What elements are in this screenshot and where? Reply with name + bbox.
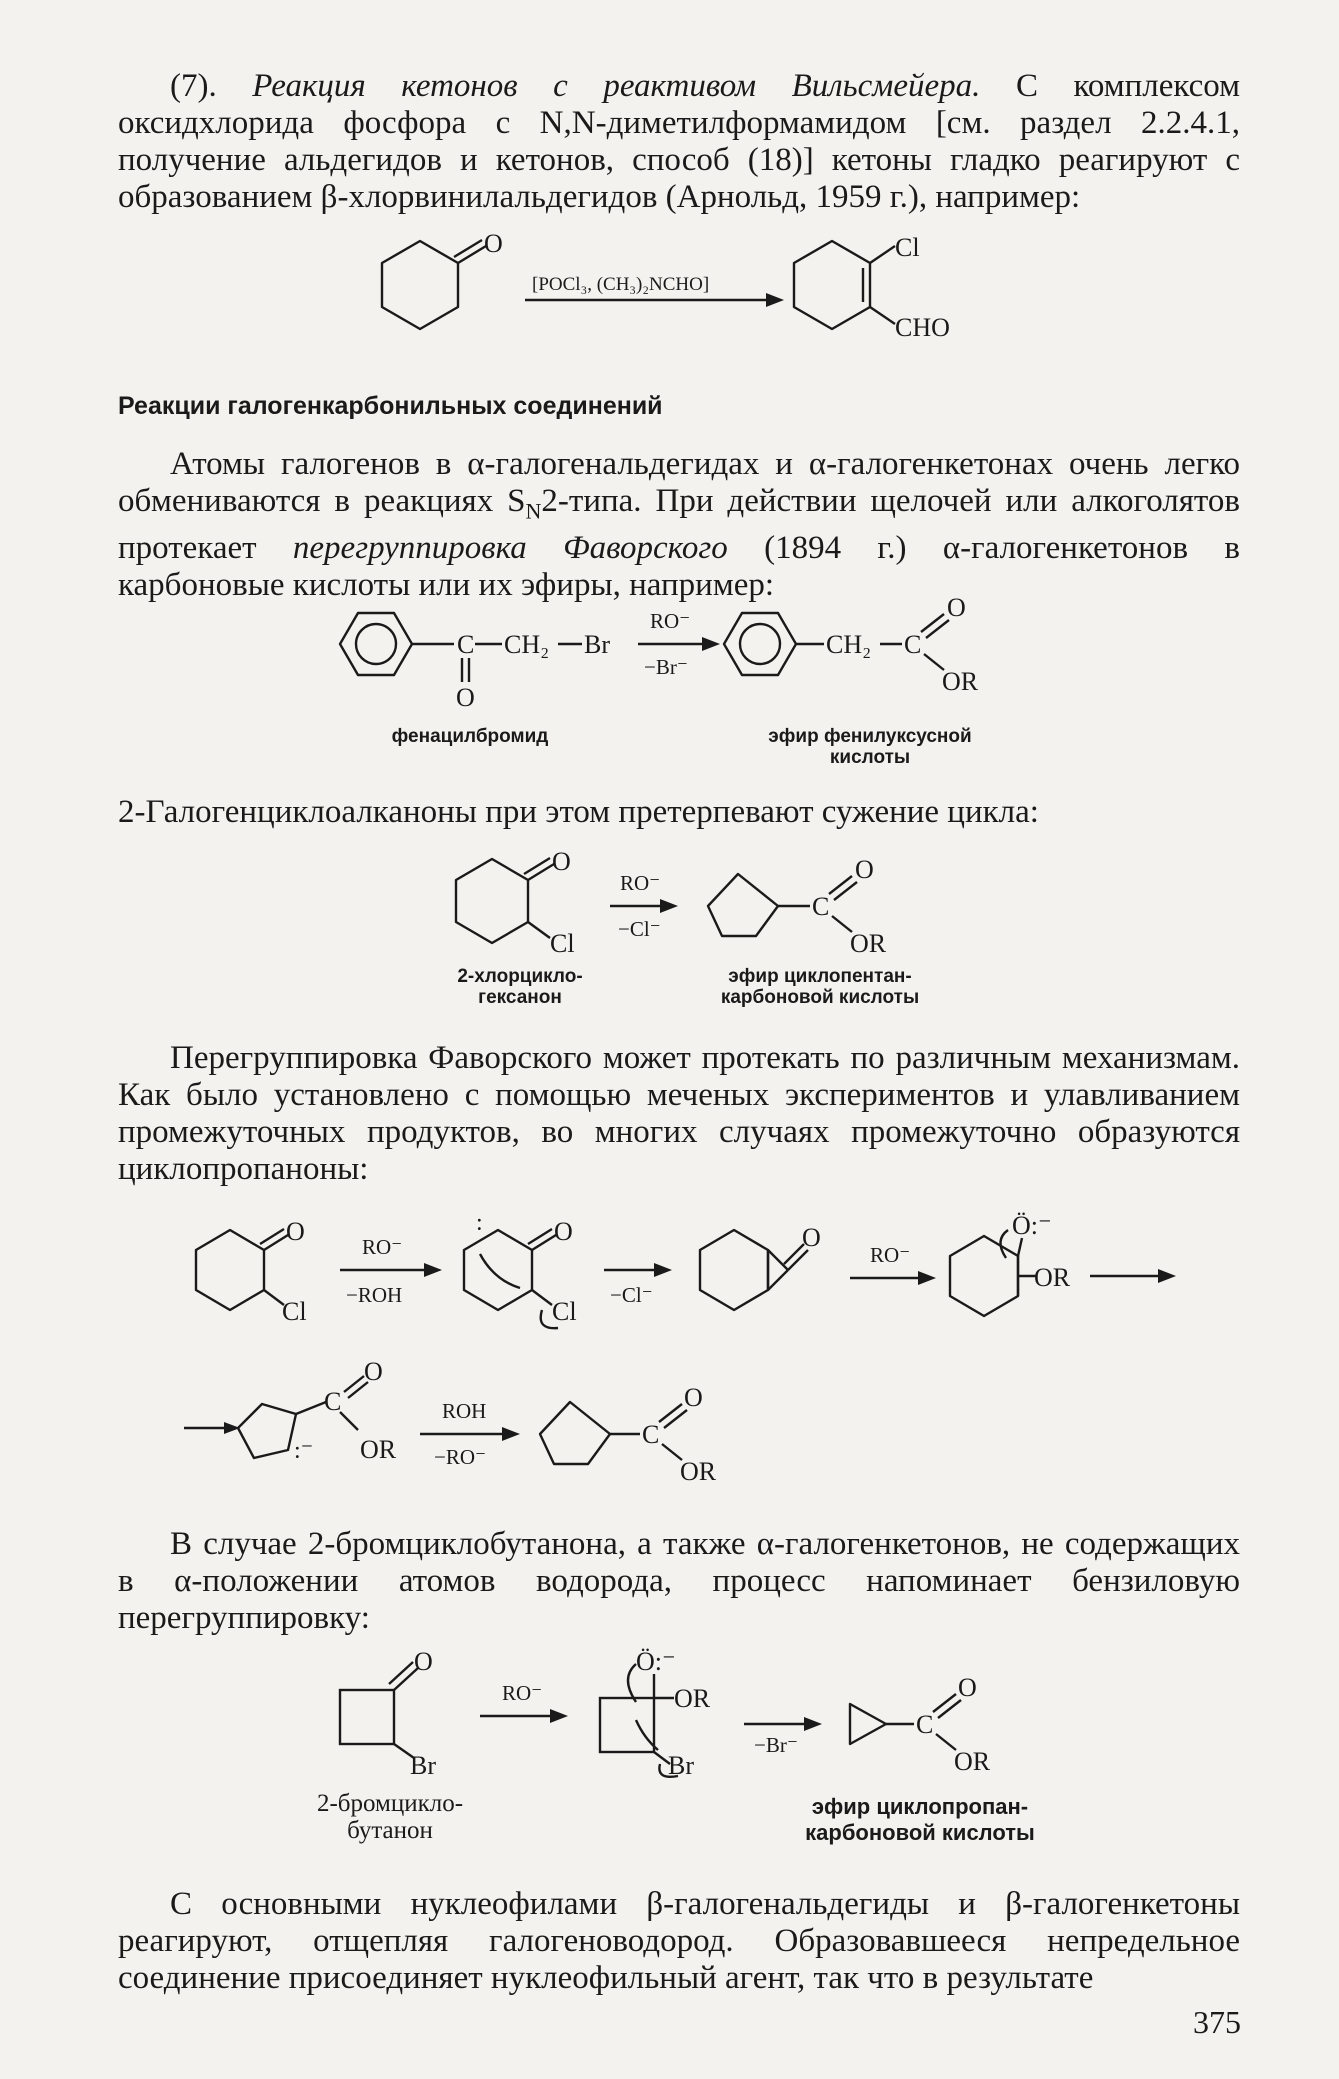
ester-carbon: C xyxy=(916,1710,934,1739)
carbonyl-a xyxy=(344,1376,364,1392)
ester-bond xyxy=(936,1734,956,1750)
caption-line-1: 2-хлорцикло- xyxy=(457,966,583,987)
aldehyde-bond xyxy=(870,307,895,324)
chlorocyclohexanone-ring xyxy=(456,859,528,943)
carbonyl-a xyxy=(532,1235,556,1250)
ester-carbon: C xyxy=(812,892,830,921)
arrowhead xyxy=(660,899,678,913)
arrow2-bottom: −Br⁻ xyxy=(754,1733,798,1757)
paragraph-mechanism: Перегруппировка Фаворского может протекать по различным механизмам. Как было установлено с помощью меченых экспериментов и улавливанием промежуточных продуктов, во многих случаях промежуточно образуются циклопропаноны: xyxy=(118,1040,1240,1187)
ester-carbonyl-a xyxy=(921,614,944,632)
vilsmeier-reagent: [POCl₃, (CH₃)₂NCHO] xyxy=(532,274,710,295)
caption-cyclopentanecarboxylic-ester xyxy=(690,966,950,1008)
carbanion-pair: :⁻ xyxy=(294,1438,314,1464)
cyclopropane-ring xyxy=(850,1704,886,1744)
paragraph-halogen-exchange xyxy=(118,446,1240,604)
scheme-mechanism-row2 xyxy=(180,1357,740,1502)
cyclobutanone-ring xyxy=(340,1690,394,1744)
benzene-ring-left xyxy=(340,613,412,675)
benzene-ring-right xyxy=(724,613,796,675)
caption-cyclopropanecarboxylic-ester xyxy=(780,1794,1060,1846)
alkoxide-oxygen: Ö:⁻ xyxy=(636,1647,676,1676)
scheme-mechanism-row1 xyxy=(180,1210,1190,1340)
caption-line-1: эфир фенилуксусной xyxy=(768,726,972,747)
carbonyl-a xyxy=(264,1235,288,1250)
arrow1-bottom: −ROH xyxy=(346,1283,403,1307)
ester-alkoxy: OR xyxy=(954,1747,991,1776)
ester-carbonyl-a xyxy=(829,876,852,894)
ketone-oxygen: O xyxy=(484,229,503,258)
paragraph-beta-halo: С основными нуклеофилами β-галогенальдегиды и β-галогенкетоны реагируют, отщепляя галогеноводород. Образовавшееся непредельное соединение присоединяет нуклеофильный агент, так что в результате xyxy=(118,1886,1240,1996)
ester-carbon: C xyxy=(324,1387,342,1416)
curved-arrow-1 xyxy=(628,1664,636,1702)
arrowhead xyxy=(1158,1269,1176,1283)
p2-text-a: Атомы галогенов в α-галогенальдегидах и α-галогенкетонах очень легко обмениваются в реакциях S xyxy=(118,446,1240,519)
ester-oxygen: O xyxy=(364,1357,383,1386)
methylene-product: CH₂ xyxy=(826,630,872,659)
arrow-reagent-bottom: −Cl⁻ xyxy=(618,917,661,941)
paragraph-ring-contraction: 2-Галогенциклоалканоны при этом претерпевают сужение цикла: xyxy=(118,794,1039,830)
cyclopropanone-bond xyxy=(768,1250,788,1270)
ester-bond xyxy=(924,654,944,670)
cyclopropanone-oxygen: O xyxy=(802,1223,821,1252)
chloro-substituent: Cl xyxy=(895,233,920,262)
chloro-bond xyxy=(532,1290,552,1305)
scheme-vilsmeier xyxy=(360,228,980,368)
carbonyl-b xyxy=(938,1700,961,1718)
carbonyl-b xyxy=(260,1229,284,1244)
carbanion-ring xyxy=(238,1404,296,1458)
paragraph-vilsmeier xyxy=(118,68,1240,216)
arrowhead xyxy=(502,1427,520,1441)
ester-bond xyxy=(832,916,852,932)
carbonyl-b xyxy=(389,1662,413,1684)
product-ester-carbon: C xyxy=(642,1420,660,1449)
curved-arrow-3 xyxy=(1000,1230,1008,1258)
arrow2-bottom: −Cl⁻ xyxy=(610,1283,653,1307)
p2-text-b: 2-типа. При действии щелочей или алкоголятов протекает xyxy=(118,483,1240,566)
arrowhead xyxy=(654,1263,672,1277)
section-heading: Реакции галогенкарбонильных соединений xyxy=(118,392,663,420)
product-ester-alkoxy: OR xyxy=(680,1457,717,1486)
product-ester-oxygen: O xyxy=(684,1383,703,1412)
carbonyl-oxygen: O xyxy=(456,683,475,712)
aromatic-circle-left xyxy=(356,624,396,664)
arrow1-top: RO⁻ xyxy=(502,1681,543,1705)
carbonyl-carbon: C xyxy=(457,630,475,659)
arrowhead xyxy=(766,293,784,307)
chloro-bond xyxy=(528,922,550,938)
carbonyl-b xyxy=(528,1229,552,1244)
cyclopentane-ring xyxy=(540,1402,610,1464)
chloro-leaving: Cl xyxy=(552,1297,577,1326)
chloro-bond xyxy=(870,246,895,263)
caption-phenacyl-bromide: фенацилбромид xyxy=(391,726,549,747)
arrow-reagent-bottom: −Br⁻ xyxy=(644,655,688,679)
arrow3-top: RO⁻ xyxy=(870,1243,911,1267)
cyclopropanone-bond-2 xyxy=(768,1270,788,1290)
c-c-bond xyxy=(296,1402,326,1414)
favorsky-term: перегруппировка Фаворского xyxy=(292,529,728,566)
ester-oxygen: O xyxy=(958,1673,977,1702)
carbonyl-a xyxy=(528,864,554,880)
carbonyl-b xyxy=(524,858,550,874)
alkoxide-oxygen: Ö:⁻ xyxy=(1012,1211,1052,1240)
ester-carbon: C xyxy=(904,630,922,659)
bicyclic-ring xyxy=(700,1230,768,1310)
vilsmeier-text: С комплексом оксидхлорида фосфора с N,N-диметилформамидом [см. раздел 2.2.4.1, получение альдегидов и кетонов, способ (18)] кетоны гладко реагируют с образованием β-хлорвинилальдегидов (Арнольд, 1959 г.), например: xyxy=(118,68,1240,215)
alkoxy-group: OR xyxy=(1034,1263,1071,1292)
cyclohexanone-ring xyxy=(382,241,458,329)
methylene: CH₂ xyxy=(504,630,550,659)
chlorocyclohexanone-ring xyxy=(196,1230,264,1310)
carbonyl-a xyxy=(659,1404,682,1422)
aldehyde-group: CHO xyxy=(895,313,950,342)
ketone-oxygen: O xyxy=(286,1217,305,1246)
carbanion-dots: : xyxy=(476,1210,483,1236)
caption-line-2: гексанон xyxy=(478,987,562,1008)
arrow-reagent-top: RO⁻ xyxy=(620,871,661,895)
caption-bromocyclobutanone xyxy=(290,1790,490,1844)
arrowhead xyxy=(550,1709,568,1723)
tetrahedral-ring xyxy=(950,1236,1018,1316)
carbonyl-a xyxy=(933,1694,956,1712)
product-ring xyxy=(794,241,870,329)
arrowhead xyxy=(424,1263,442,1277)
aromatic-circle-right xyxy=(740,624,780,664)
carbonyl-a xyxy=(788,1250,808,1270)
caption-line-1: 2-бромцикло- xyxy=(316,1790,464,1817)
caption-line-2: карбоновой кислоты xyxy=(805,1820,1035,1845)
arrowhead xyxy=(702,637,720,651)
caption-line-2: карбоновой кислоты xyxy=(720,987,920,1008)
scheme-phenacyl xyxy=(330,593,1050,728)
alkoxy-group: OR xyxy=(674,1684,711,1713)
scheme-cyclobutanone xyxy=(330,1640,1050,1780)
ester-carbonyl-b xyxy=(926,620,949,638)
ester-bond xyxy=(340,1412,358,1430)
paragraph-cyclobutanone: В случае 2-бромциклобутанона, а также α-галогенкетонов, не содержащих в α-положении атомов водорода, процесс напоминает бензиловую перегруппировку: xyxy=(118,1526,1240,1636)
chloro-substituent: Cl xyxy=(282,1297,307,1326)
page-number: 375 xyxy=(1193,2004,1241,2040)
cyclopentane-ring xyxy=(708,874,778,936)
arrowhead xyxy=(918,1271,936,1285)
ketone-oxygen: O xyxy=(552,847,571,876)
p2-text-c: (1894 г.) α-галогенкетонов в карбоновые кислоты или их эфиры, например: xyxy=(118,529,1240,603)
caption-line-2: кислоты xyxy=(829,747,911,768)
caption-phenylacetic-ester xyxy=(740,726,1000,768)
carbonyl-bond-2 xyxy=(454,240,482,257)
arrow-reagent-top: RO⁻ xyxy=(650,609,691,633)
enolate-oxygen: O xyxy=(554,1217,573,1246)
ester-oxygen: O xyxy=(855,855,874,884)
scheme-ring-contraction xyxy=(440,840,940,970)
arrowhead xyxy=(804,1717,822,1731)
ester-bond xyxy=(662,1444,682,1460)
ketone-oxygen: O xyxy=(414,1647,433,1676)
carbonyl-bond xyxy=(458,246,486,263)
carbonyl-b xyxy=(664,1410,687,1428)
p2-subscript: N xyxy=(525,498,542,524)
chloro-substituent: Cl xyxy=(550,929,575,958)
curved-arrow-1 xyxy=(480,1254,520,1288)
tetrahedral-ring xyxy=(600,1698,654,1752)
enolate-ring xyxy=(464,1230,532,1310)
ester-alkoxy: OR xyxy=(360,1435,397,1464)
caption-chlorocyclohexanone xyxy=(430,966,610,1008)
carbonyl-b xyxy=(784,1244,804,1264)
ester-oxygen: O xyxy=(947,593,966,622)
caption-line-1: эфир циклопентан- xyxy=(728,966,912,987)
caption-line-1: эфир циклопропан- xyxy=(811,1794,1029,1819)
vilsmeier-title: Реакция кетонов с реактивом Вильсмейера. xyxy=(252,68,981,104)
bromo-leaving: Br xyxy=(668,1751,694,1780)
arrow5-top: ROH xyxy=(442,1399,487,1423)
chloro-bond xyxy=(264,1290,284,1305)
c-o-bond xyxy=(1018,1238,1022,1256)
caption-line-2: бутанон xyxy=(347,1817,433,1844)
ester-carbonyl-b xyxy=(834,882,857,900)
bromine: Br xyxy=(584,630,610,659)
ester-alkoxy: OR xyxy=(850,929,887,958)
arrow1-top: RO⁻ xyxy=(362,1235,403,1259)
bromo-substituent: Br xyxy=(410,1751,436,1780)
ester-alkoxy: OR xyxy=(942,667,979,696)
arrow5-bottom: −RO⁻ xyxy=(434,1445,487,1469)
item-number: (7). xyxy=(170,68,253,104)
